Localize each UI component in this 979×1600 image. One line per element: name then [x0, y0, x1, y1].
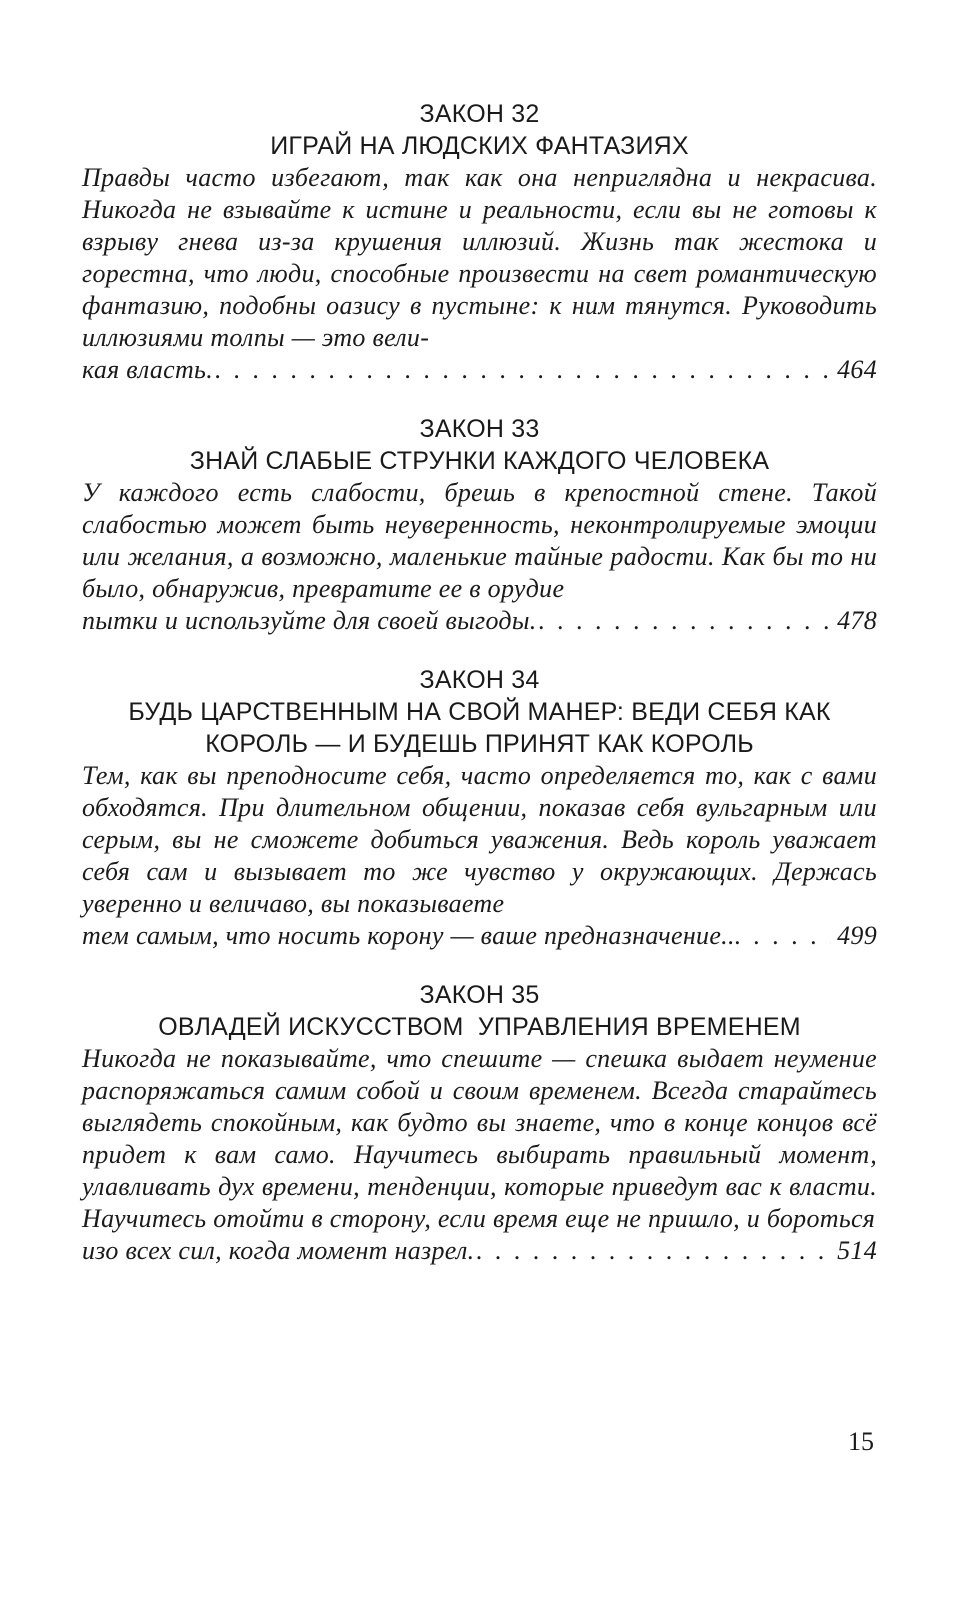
dot-leader	[735, 920, 831, 952]
law-number: ЗАКОН 32	[419, 100, 540, 128]
page-reference: 464	[837, 355, 877, 384]
law-summary: Тем, как вы преподносите себя, часто определяется то, как с вами обходятся. При длительном общении, показав себя вульгарным или серым, вы не сможете добиться уважения. Ведь король уважает себя сам и вызывает то же чувство у окружающих. Держась уверенно и величаво, вы показываете	[82, 761, 877, 918]
law-number: ЗАКОН 34	[419, 666, 540, 694]
toc-line	[82, 605, 877, 637]
law-summary: У каждого есть слабости, брешь в крепостной стене. Такой слабостью может быть неуверенность, неконтролируемые эмоции или желания, а возможно, маленькие тайные радости. Как бы то ни было, обнаружив, превратите ее в орудие	[82, 478, 877, 603]
law-number: ЗАКОН 33	[419, 415, 540, 443]
law-entry-33	[82, 413, 877, 637]
page-number: 15	[848, 1427, 874, 1456]
law-summary-end: тем самым, что носить корону — ваше предназначение..	[82, 921, 735, 950]
dot-leader	[539, 605, 832, 637]
toc-line	[82, 354, 877, 386]
law-summary: Никогда не показывайте, что спешите — спешка выдает неумение распоряжаться самим собой и своим временем. Всегда старайтесь выглядеть спокойным, как будто вы знаете, что в конце концов всё придет к вам само. Научитесь выбирать правильный момент, улавливать дух времени, тенденции, которые приведут вас к власти. Научитесь отойти в сторону, если время еще не пришло, и бороться	[82, 1044, 877, 1233]
law-title: ЗНАЙ СЛАБЫЕ СТРУНКИ КАЖДОГО ЧЕЛОВЕКА	[189, 447, 770, 475]
toc-line	[82, 920, 877, 952]
table-of-contents	[82, 98, 877, 1267]
law-entry-32	[82, 98, 877, 386]
law-summary-end: пытки и используйте для своей выгоды.	[82, 606, 537, 635]
law-title: ИГРАЙ НА ЛЮДСКИХ ФАНТАЗИЯХ	[270, 132, 689, 160]
dot-leader	[215, 354, 831, 386]
law-entry-34	[82, 664, 877, 952]
law-summary: Правды часто избегают, так как она неприглядна и некрасива. Никогда не взывайте к истине и реальности, если вы не готовы к взрыву гнева из-за крушения иллюзий. Жизнь так жестока и горестна, что люди, способные произвести на свет романтическую фантазию, подобны оазису в пустыне: к ним тянутся. Руководить иллюзиями толпы — это вели-	[82, 163, 877, 352]
law-entry-35	[82, 979, 877, 1267]
toc-line	[82, 1235, 877, 1267]
dot-leader	[476, 1235, 831, 1267]
page-reference: 499	[837, 921, 877, 950]
page-reference: 514	[837, 1236, 877, 1265]
law-summary-end: изо всех сил, когда момент назрел.	[82, 1236, 475, 1265]
law-summary-end: кая власть.	[82, 355, 213, 384]
page-reference: 478	[837, 606, 877, 635]
law-number: ЗАКОН 35	[419, 981, 540, 1009]
law-title: ОВЛАДЕЙ ИСКУССТВОМ УПРАВЛЕНИЯ ВРЕМЕНЕМ	[158, 1013, 801, 1041]
law-title: БУДЬ ЦАРСТВЕННЫМ НА СВОЙ МАНЕР: ВЕДИ СЕБЯ КАК КОРОЛЬ — И БУДЕШЬ ПРИНЯТ КАК КОРОЛЬ	[128, 698, 831, 758]
